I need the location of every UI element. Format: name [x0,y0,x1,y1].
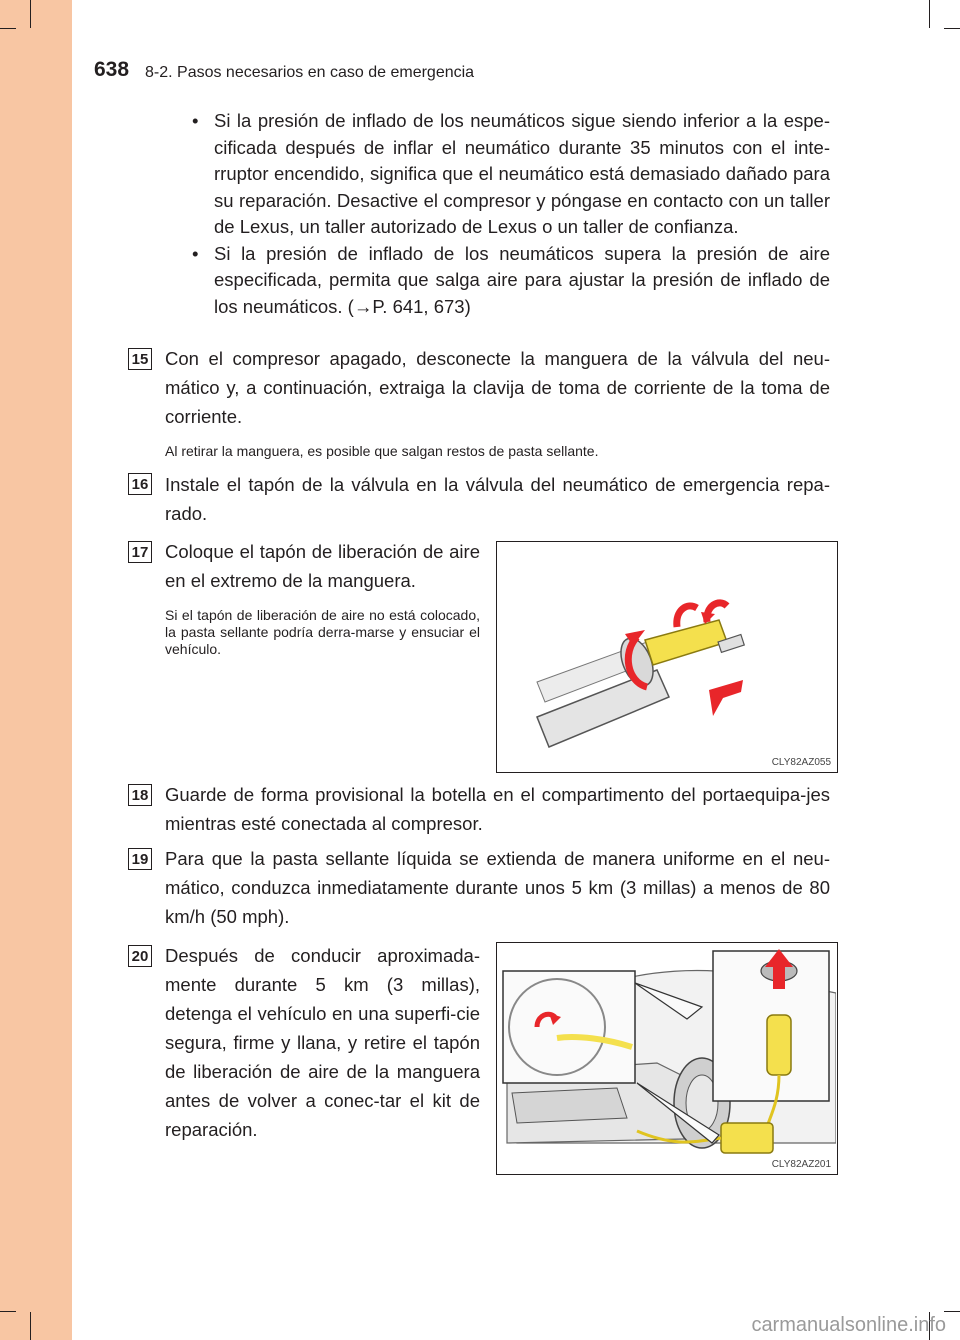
figure-code: CLY82AZ055 [771,757,831,768]
crop-mark [929,0,930,28]
car-repair-kit-illustration [497,943,836,1173]
step-note: Si el tapón de liberación de aire no está colocado, la pasta sellante podría derra-marse y ensuciar el vehículo. [165,607,480,657]
step-number: 15 [128,348,152,370]
step-number: 19 [128,848,152,870]
step-text: Después de conducir aproximada-mente durante 5 km (3 millas), detenga el vehículo en una superfi-cie segura, firme y llana, y retire el tapón de liberación de aire de la manguera antes de volver a conec-tar el kit de reparación. [165,945,480,1140]
step-text: Instale el tapón de la válvula en la válvula del neumático de emergencia repa-rado. [165,474,830,524]
crop-mark [30,1312,31,1340]
watermark: carmanualsonline.info [751,1314,946,1336]
bullet-text: Si la presión de inflado de los neumáticos supera la presión de aire especificada, permita que salga aire para ajustar la presión de inflado de los neumáticos. (→P. 641, 673) [214,242,830,317]
bullet-mark: • [192,110,199,131]
figure-air-release-cap [496,541,838,773]
step-note: Al retirar la manguera, es posible que salgan restos de pasta sellante. [165,443,599,459]
hose-cap-illustration [497,542,836,771]
step-text: Para que la pasta sellante líquida se extienda de manera uniforme en el neu-mático, conduzca inmediatamente durante unos 5 km (3 millas) a menos de 80 km/h (50 mph). [165,848,830,927]
bullet-item [192,108,830,241]
figure-reconnect-kit [496,942,838,1175]
step-text: Guarde de forma provisional la botella en el compartimento del portaequipa-jes mientras esté conectada al compresor. [165,784,830,834]
crop-mark [944,1311,960,1312]
chapter-sidebar-tab [0,0,72,1340]
crop-mark [944,28,960,29]
section-title: 8-2. Pasos necesarios en caso de emergencia [145,64,475,81]
bullet-mark: • [192,242,199,264]
crop-mark [30,0,31,28]
step-number: 17 [128,541,152,563]
step-number: 20 [128,945,152,967]
bullet-text: Si la presión de inflado de los neumáticos sigue siendo inferior a la espe-cificada después de inflar el neumático durante 35 minutos con el inte-rruptor encendido, significa que el neumático está demasiado dañado para su reparación. Desactive el compresor y póngase en contacto con un taller de Lexus, un taller autorizado de Lexus o un taller de confianza. [214,110,830,237]
bullet-list [192,108,830,320]
bullet-item [192,241,830,321]
crop-mark [0,28,16,29]
page-number: 638 [94,58,130,81]
figure-code: CLY82AZ201 [771,1159,831,1170]
crop-mark [0,1311,16,1312]
step-text: Con el compresor apagado, desconecte la manguera de la válvula del neu-mático y, a continuación, extraiga la clavija de toma de corriente de la toma de corriente. [165,348,830,427]
step-text: Coloque el tapón de liberación de aire en el extremo de la manguera. [165,541,480,591]
step-number: 16 [128,473,152,495]
step-number: 18 [128,784,152,806]
